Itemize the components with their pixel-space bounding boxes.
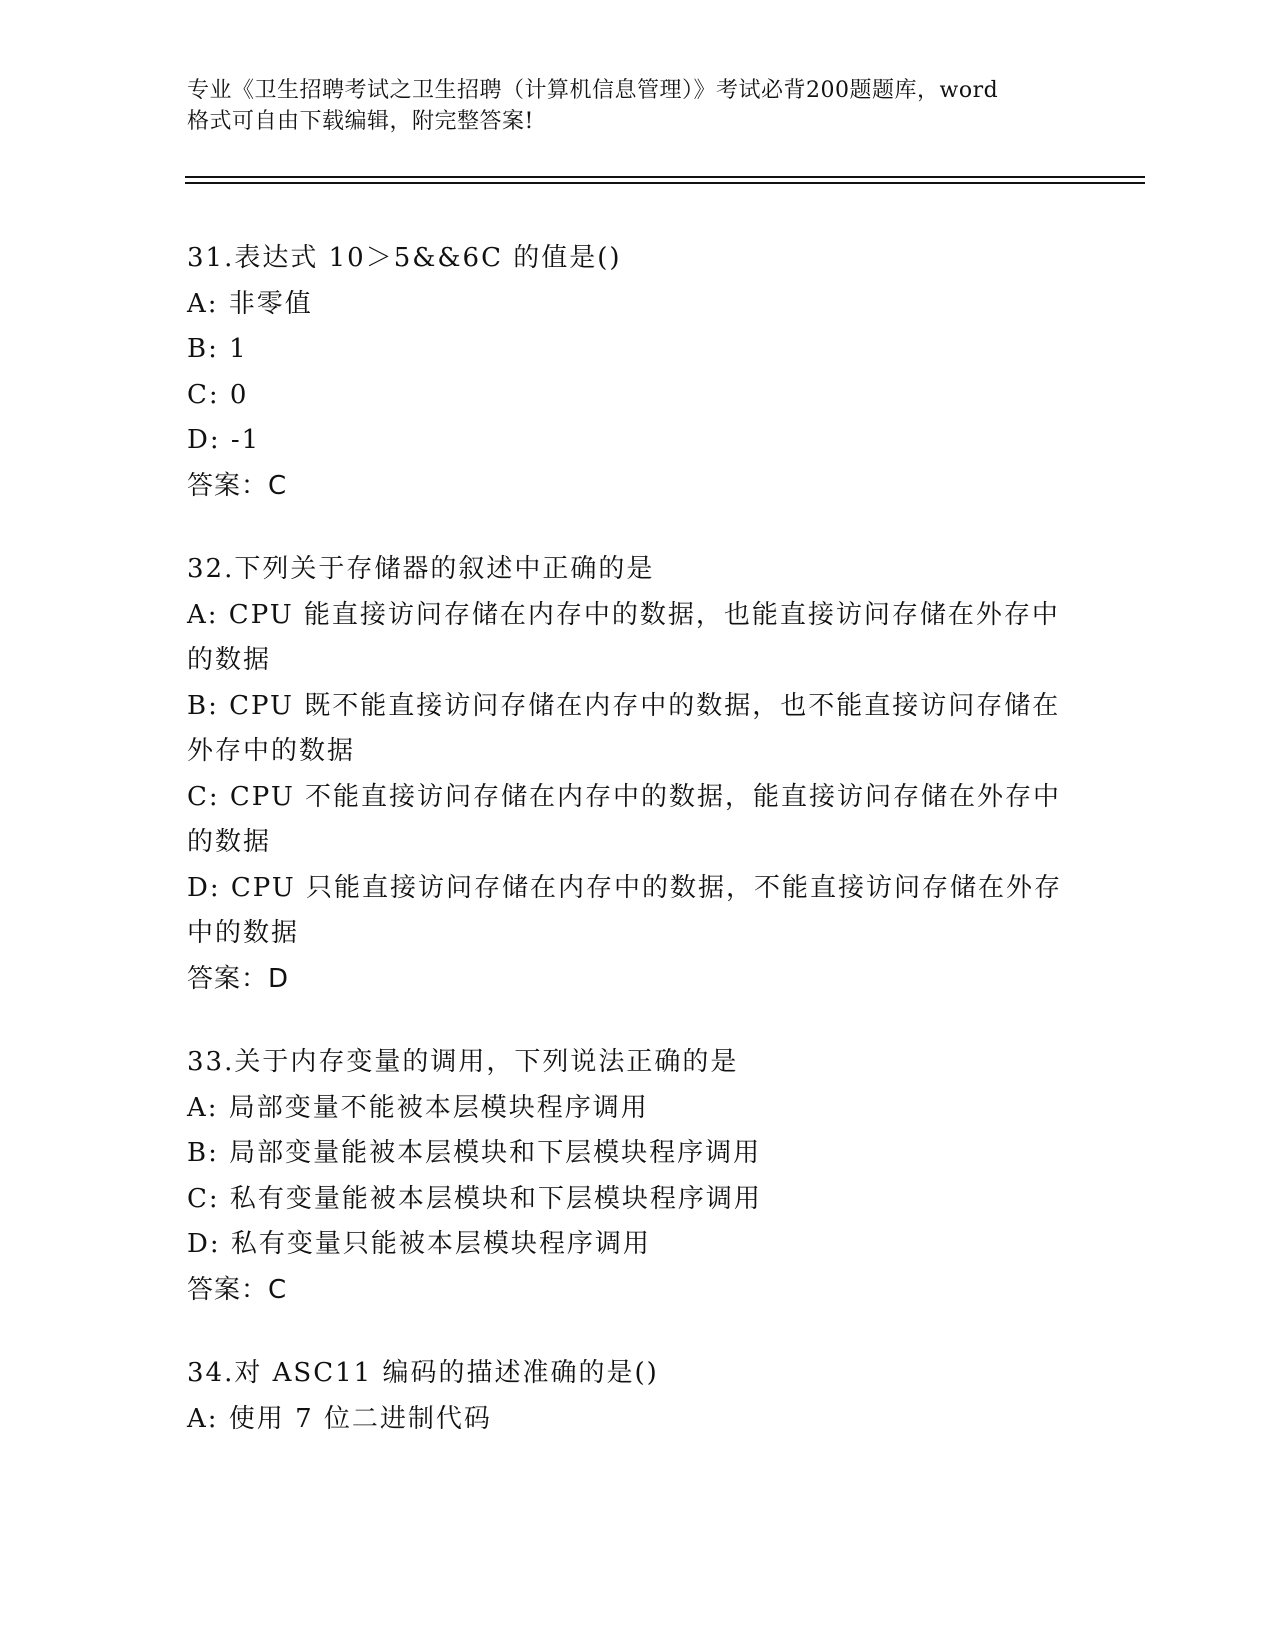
option-d: D: -1 (187, 425, 261, 455)
question-33 (187, 1040, 1067, 1313)
question-title: 31.表达式 10＞5&&6C 的值是() (187, 243, 622, 273)
header-rule-bottom (185, 182, 1145, 184)
answer: 答案：C (187, 1274, 288, 1305)
option-c-line-1: C: CPU 不能直接访问存储在内存中的数据，能直接访问存储在外存中 (187, 781, 1062, 812)
option-b-line-2: 外存中的数据 (187, 736, 356, 766)
option-c (187, 775, 1067, 866)
answer: 答案：D (187, 963, 290, 994)
option-b (187, 684, 1067, 775)
document-header (187, 75, 1087, 137)
question-title: 32.下列关于存储器的叙述中正确的是 (187, 554, 655, 584)
header-line-2: 格式可自由下载编辑，附完整答案! (187, 109, 534, 134)
option-b: B: 局部变量能被本层模块和下层模块程序调用 (187, 1138, 762, 1168)
option-a: A: 非零值 (187, 288, 313, 319)
option-c-line-2: 的数据 (187, 827, 272, 857)
question-list (187, 236, 1067, 1442)
option-a (187, 593, 1067, 684)
option-a-line-2: 的数据 (187, 645, 272, 675)
header-rule-top (185, 176, 1145, 178)
option-c: C: 私有变量能被本层模块和下层模块程序调用 (187, 1183, 762, 1214)
question-34 (187, 1351, 1067, 1442)
header-line-1: 专业《卫生招聘考试之卫生招聘（计算机信息管理）》考试必背200题题库，word (187, 78, 999, 103)
answer: 答案：C (187, 470, 288, 501)
option-a: A: 使用 7 位二进制代码 (187, 1403, 492, 1434)
question-title: 33.关于内存变量的调用，下列说法正确的是 (187, 1047, 739, 1077)
option-d-line-1: D: CPU 只能直接访问存储在内存中的数据，不能直接访问存储在外存 (187, 872, 1062, 903)
question-32 (187, 547, 1067, 1002)
option-d: D: 私有变量只能被本层模块程序调用 (187, 1229, 651, 1259)
option-d (187, 866, 1067, 957)
option-b-line-1: B: CPU 既不能直接访问存储在内存中的数据，也不能直接访问存储在 (187, 690, 1061, 721)
option-b: B: 1 (187, 334, 248, 364)
option-a-line-1: A: CPU 能直接访问存储在内存中的数据，也能直接访问存储在外存中 (187, 599, 1060, 630)
option-c: C: 0 (187, 379, 249, 410)
option-d-line-2: 中的数据 (187, 918, 300, 948)
question-title: 34.对 ASC11 编码的描述准确的是() (187, 1358, 659, 1388)
option-a: A: 局部变量不能被本层模块程序调用 (187, 1092, 649, 1123)
question-31 (187, 236, 1067, 509)
